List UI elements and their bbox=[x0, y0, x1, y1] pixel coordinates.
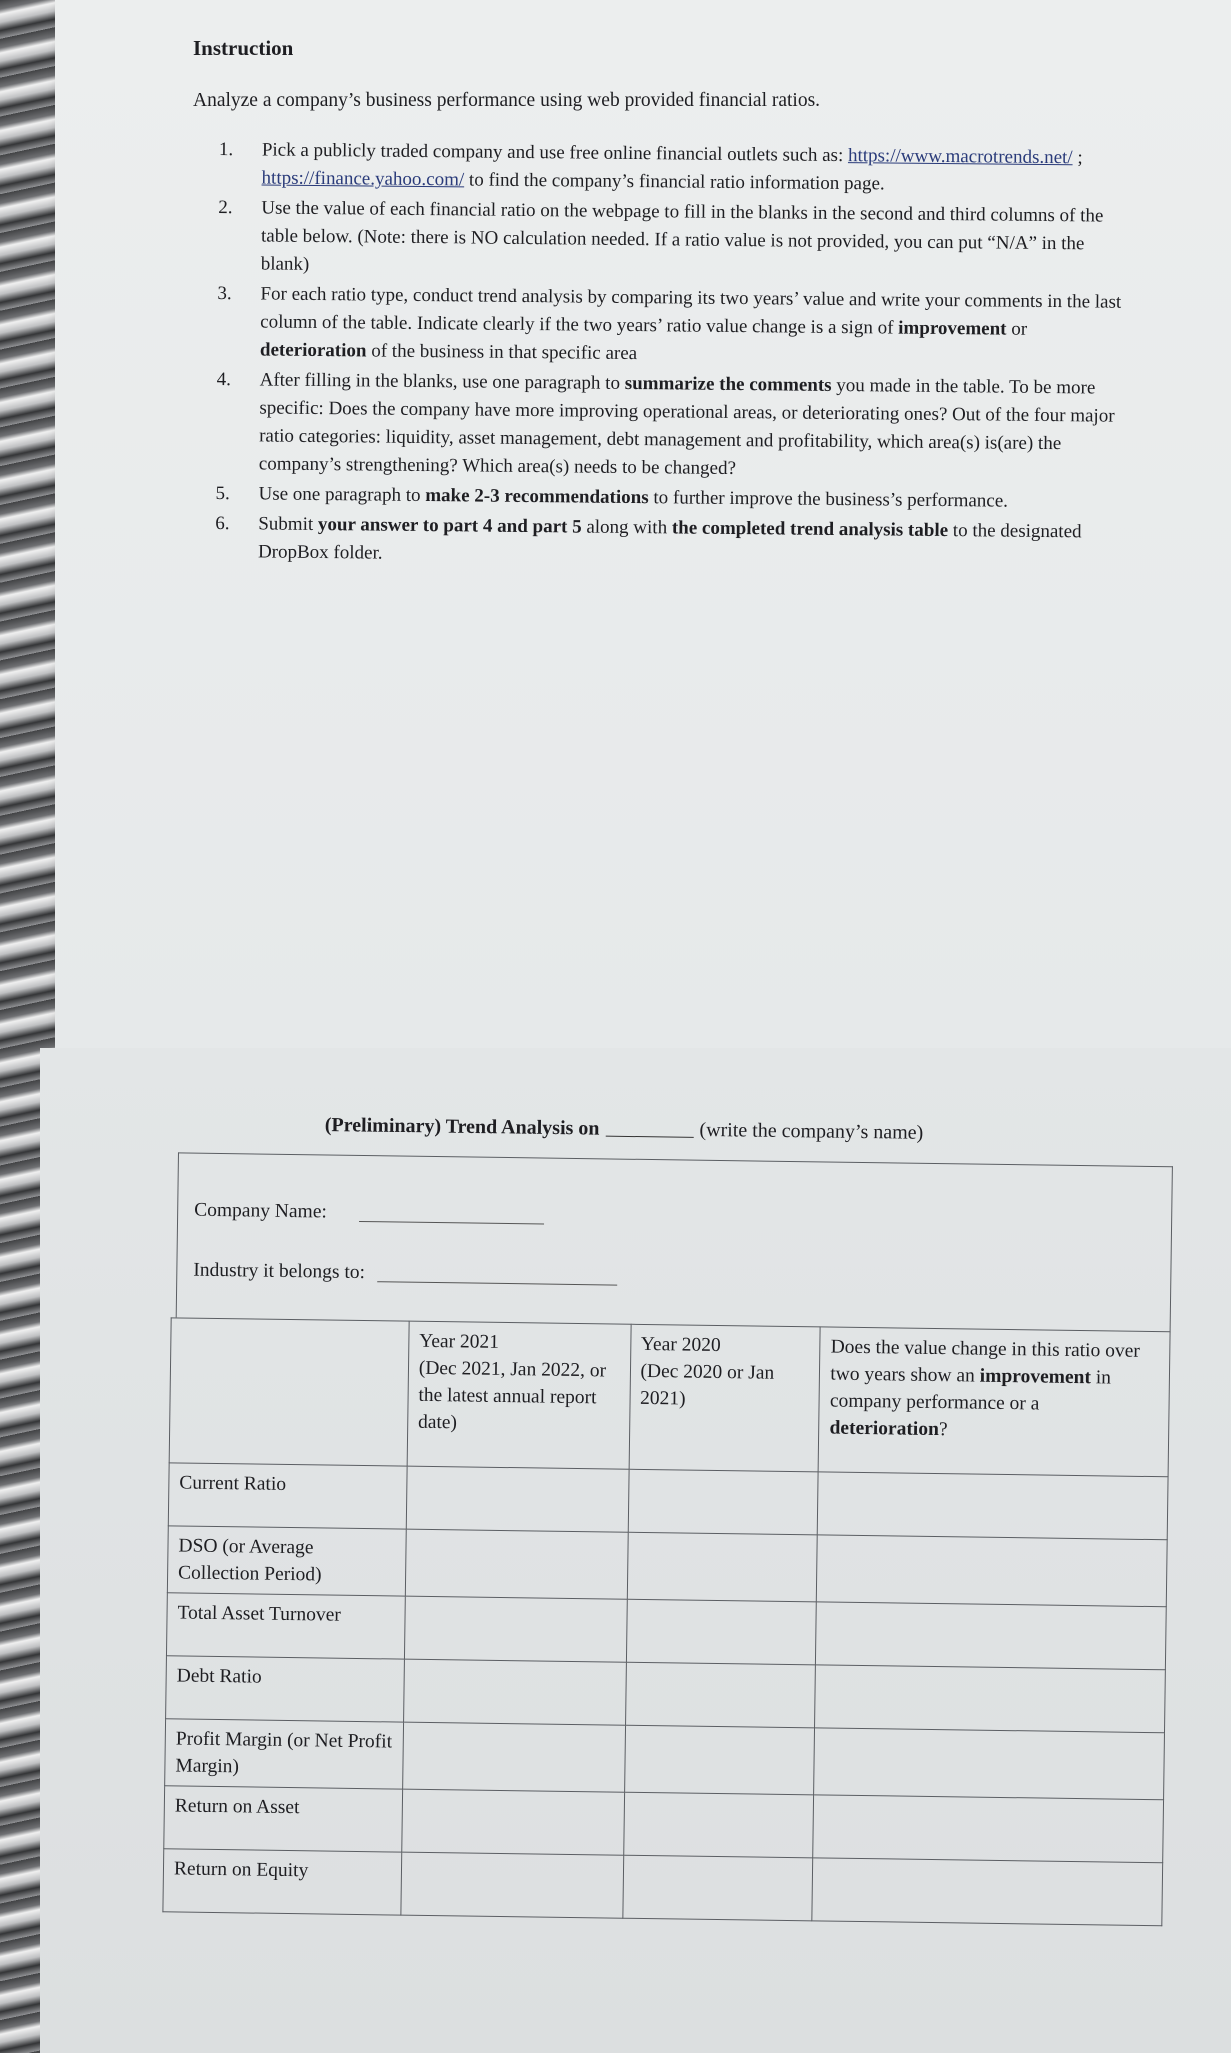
ratio-name: DSO (or Average Collection Period) bbox=[167, 1526, 406, 1596]
industry-field[interactable] bbox=[377, 1281, 617, 1285]
company-name-field[interactable] bbox=[359, 1221, 544, 1225]
value-2020-cell[interactable] bbox=[627, 1532, 818, 1602]
instruction-step bbox=[213, 280, 1134, 373]
ratio-rows bbox=[163, 1463, 1168, 1926]
trend-comment-cell[interactable] bbox=[816, 1602, 1167, 1670]
step-text: Use the value of each financial ratio on the webpage to fill in the blanks in the second and third columns of the table below. (Note: there is NO calculation needed. If a ratio value is not provided, you can put “N/A” in the blank) bbox=[260, 197, 1104, 275]
step-number: 5. bbox=[215, 483, 230, 505]
company-name-row bbox=[194, 1200, 544, 1227]
trend-comment-cell[interactable] bbox=[815, 1665, 1166, 1733]
ratio-table bbox=[162, 1317, 1170, 1926]
step-emphasis: improvement bbox=[898, 317, 1007, 340]
value-2021-cell[interactable] bbox=[403, 1659, 626, 1725]
instruction-step bbox=[212, 366, 1133, 487]
step-text: ; bbox=[1072, 147, 1083, 169]
step-number: 1. bbox=[218, 139, 234, 161]
value-2020-cell[interactable] bbox=[622, 1855, 813, 1921]
industry-label: Industry it belongs to: bbox=[193, 1259, 366, 1284]
ratio-table-header bbox=[169, 1318, 1170, 1477]
value-2020-cell[interactable] bbox=[628, 1469, 819, 1535]
value-2021-cell[interactable] bbox=[404, 1596, 627, 1662]
instruction-title: Instruction bbox=[193, 36, 294, 60]
header-trend-question bbox=[818, 1327, 1170, 1477]
step-text: Submit bbox=[258, 513, 319, 536]
step-emphasis: deterioration bbox=[259, 339, 367, 362]
step-emphasis: your answer to part 4 and part 5 bbox=[317, 514, 582, 538]
step-text: of the business in that specific area bbox=[366, 340, 638, 365]
website-link[interactable]: https://finance.yahoo.com/ bbox=[261, 167, 465, 191]
trend-comment-cell[interactable] bbox=[813, 1795, 1164, 1863]
step-text: After filling in the blanks, use one paragraph to bbox=[259, 369, 625, 394]
step-text: Pick a publicly traded company and use free online financial outlets such as: bbox=[261, 139, 849, 167]
step-emphasis: the completed trend analysis table bbox=[671, 517, 949, 542]
trend-comment-cell[interactable] bbox=[814, 1728, 1165, 1800]
step-emphasis: summarize the comments bbox=[624, 372, 832, 396]
instruction-step bbox=[214, 194, 1135, 287]
value-2021-cell[interactable] bbox=[401, 1852, 624, 1918]
question-improvement: improvement bbox=[979, 1365, 1092, 1389]
trend-heading-note: (write the company’s name) bbox=[699, 1118, 924, 1144]
trend-analysis-table bbox=[137, 1152, 1173, 1971]
company-info-box bbox=[176, 1152, 1173, 1331]
step-text: to further improve the business’s performance. bbox=[648, 487, 1009, 512]
header-year-2021 bbox=[407, 1321, 631, 1469]
ratio-name: Return on Asset bbox=[164, 1786, 403, 1852]
instruction-step bbox=[211, 510, 1131, 575]
value-2021-cell[interactable] bbox=[402, 1722, 625, 1792]
year-2020-title: Year 2020 bbox=[640, 1333, 721, 1357]
question-text-middle: in company performance or a bbox=[829, 1367, 1112, 1415]
step-text: you made in the table. To be more specific: Does the company have more improving operational areas, or deteriorating ones? Out of the four major ratio categories: liquidity, asset management, debt management and profitability, which area(s) is(are) the company’s strengthening? Which area(s) needs to be changed? bbox=[258, 374, 1115, 480]
industry-row bbox=[193, 1260, 617, 1288]
year-2020-subtitle: (Dec 2020 or Jan 2021) bbox=[639, 1360, 775, 1410]
ratio-name: Return on Equity bbox=[163, 1849, 402, 1915]
trend-comment-cell[interactable] bbox=[818, 1472, 1169, 1540]
step-number: 3. bbox=[217, 283, 232, 305]
header-year-2020 bbox=[629, 1324, 821, 1472]
trend-comment-cell[interactable] bbox=[817, 1535, 1168, 1607]
website-link[interactable]: https://www.macrotrends.net/ bbox=[847, 145, 1073, 169]
value-2021-cell[interactable] bbox=[406, 1466, 629, 1532]
ratio-name: Profit Margin (or Net Profit Margin) bbox=[165, 1719, 404, 1789]
step-text: or bbox=[1006, 318, 1028, 340]
step-text: along with bbox=[581, 516, 673, 539]
value-2021-cell[interactable] bbox=[402, 1789, 625, 1855]
company-name-label: Company Name: bbox=[194, 1199, 328, 1223]
step-number: 2. bbox=[218, 197, 233, 219]
question-text-end: ? bbox=[938, 1419, 948, 1441]
ratio-name: Total Asset Turnover bbox=[166, 1593, 405, 1659]
step-emphasis: make 2-3 recommendations bbox=[425, 485, 649, 509]
ratio-name: Current Ratio bbox=[168, 1463, 407, 1529]
table-row bbox=[163, 1849, 1163, 1926]
trend-comment-cell[interactable] bbox=[812, 1858, 1163, 1926]
question-deterioration: deterioration bbox=[829, 1417, 940, 1441]
step-text: Use one paragraph to bbox=[258, 483, 426, 507]
header-ratio-blank bbox=[169, 1318, 409, 1466]
value-2021-cell[interactable] bbox=[405, 1529, 628, 1599]
question-text-start: Does the value change in this ratio over two years show an bbox=[830, 1336, 1140, 1387]
year-2021-subtitle: (Dec 2021, Jan 2022, or the latest annual report date) bbox=[417, 1357, 607, 1434]
instruction-step bbox=[214, 136, 1134, 201]
value-2020-cell[interactable] bbox=[626, 1599, 817, 1665]
value-2020-cell[interactable] bbox=[624, 1725, 815, 1795]
trend-heading-title: (Preliminary) Trend Analysis on bbox=[324, 1114, 600, 1140]
value-2020-cell[interactable] bbox=[623, 1792, 814, 1858]
value-2020-cell[interactable] bbox=[625, 1662, 816, 1728]
ratio-name: Debt Ratio bbox=[166, 1656, 405, 1722]
company-name-blank[interactable] bbox=[605, 1136, 693, 1138]
step-text: to the designated DropBox folder. bbox=[257, 520, 1082, 564]
step-number: 4. bbox=[216, 369, 232, 391]
step-number: 6. bbox=[215, 513, 230, 535]
step-text: to find the company’s financial ratio information page. bbox=[464, 169, 885, 195]
instruction-intro: Analyze a company’s business performance using web provided financial ratios. bbox=[193, 90, 821, 111]
step-text: For each ratio type, conduct trend analysis by comparing its two years’ value and write your comments in the last column of the table. Indicate clearly if the two years’ ratio value change is a sign of bbox=[260, 283, 1122, 339]
instruction-steps bbox=[211, 136, 1135, 577]
year-2021-title: Year 2021 bbox=[419, 1330, 500, 1353]
